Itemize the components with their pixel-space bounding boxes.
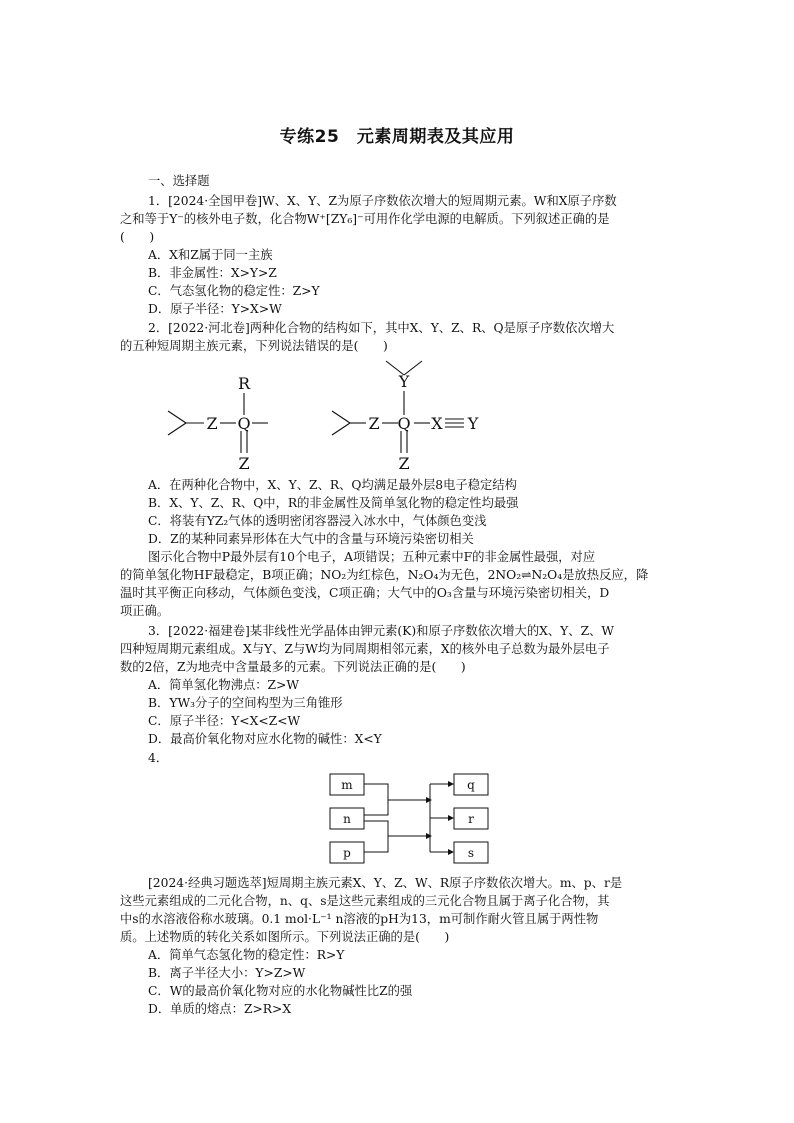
q3-stem-line: 数的2倍，Z为地壳中含量最多的元素。下列说法正确的是( ): [120, 660, 466, 674]
atom-y-label: Y: [398, 372, 410, 391]
q4-stem-line: 中s的水溶液俗称水玻璃。0.1 mol·L⁻¹ n溶液的pH为13，m可制作耐火管且属于两性物: [120, 912, 599, 926]
q4-stem-line: 这些元素组成的二元化合物，n、q、s是这些元素组成的三元化合物且属于离子化合物，其: [120, 894, 610, 908]
atom-x-label: X: [431, 414, 443, 433]
q4-option-d: D．单质的熔点：Z>R>X: [148, 1002, 292, 1016]
atom-y-label: Y: [467, 414, 479, 433]
label-p: p: [343, 846, 351, 860]
label-m: m: [341, 778, 353, 792]
q3-option-b: B．YW₃分子的空间构型为三角锥形: [148, 696, 343, 710]
label-r: r: [468, 812, 474, 826]
atom-z-label: Z: [206, 414, 218, 433]
q2-stem-line: 的五种短周期主族元素，下列说法错误的是( ): [120, 339, 388, 353]
q2-option-b: B．X、Y、Z、R、Q中，R的非金属性及简单氢化物的稳定性均最强: [148, 496, 519, 510]
q1-option-c: C．气态氢化物的稳定性：Z>Y: [148, 284, 320, 298]
atom-r-label: R: [237, 374, 251, 393]
atom-z-label: Z: [398, 454, 410, 473]
q2-option-a: A．在两种化合物中，X、Y、Z、R、Q均满足最外层8电子稳定结构: [148, 478, 517, 492]
page-title: 专练25 元素周期表及其应用: [279, 127, 515, 147]
label-n: n: [343, 812, 351, 826]
q1-stem-line: 1．[2024·全国甲卷]W、X、Y、Z为原子序数依次增大的短周期元素。W和X原子序数: [148, 194, 617, 208]
q1-stem-line: ( ): [120, 230, 155, 244]
q3-stem-line: 3．[2022·福建卷]某非线性光学晶体由钾元素(K)和原子序数依次增大的X、Y、Z、W: [148, 624, 615, 638]
q2-stem-line: 2．[2022·河北卷]两种化合物的结构如下，其中X、Y、Z、R、Q是原子序数依次增大: [148, 321, 615, 335]
q3-option-a: A．简单氢化物沸点：Z>W: [148, 678, 300, 692]
section-heading: 一、选择题: [148, 174, 210, 188]
q3-option-c: C．原子半径：Y<X<Z<W: [148, 714, 301, 728]
q2-analysis-line: 项正确。: [120, 604, 170, 618]
label-s: s: [467, 846, 475, 860]
q1-option-a: A．X和Z属于同一主族: [148, 248, 273, 262]
q1-option-b: B．非金属性：X>Y>Z: [148, 266, 277, 280]
q1-option-d: D．原子半径：Y>X>W: [148, 302, 282, 316]
atom-z-label: Z: [368, 414, 380, 433]
q2-option-d: D．Z的某种同素异形体在大气中的含量与环境污染密切相关: [148, 532, 474, 546]
label-q: q: [467, 778, 475, 792]
q3-option-d: D．最高价氧化物对应水化物的碱性：X<Y: [148, 732, 382, 746]
atom-q-label: Q: [397, 414, 411, 433]
q4-conversion-diagram: [326, 768, 496, 868]
q2-structure-diagram: [160, 355, 500, 473]
q4-stem-line: 质。上述物质的转化关系如图所示。下列说法正确的是( ): [120, 930, 450, 944]
q4-stem-line: [2024·经典习题选萃]短周期主族元素X、Y、Z、W、R原子序数依次增大。m、p、r是: [148, 876, 623, 890]
q4-option-a: A．简单气态氢化物的稳定性：R>Y: [148, 948, 345, 962]
q2-analysis-line: 图示化合物中P最外层有10个电子，A项错误；五种元素中F的非金属性最强，对应: [148, 550, 596, 564]
atom-q-label: Q: [237, 414, 251, 433]
q3-stem-line: 四种短周期元素组成。X与Y、Z与W均为同周期相邻元素，X的核外电子总数为最外层电子: [120, 642, 610, 656]
q4-number: 4．: [148, 751, 169, 765]
q4-option-b: B．离子半径大小：Y>Z>W: [148, 966, 306, 980]
q2-analysis-line: 温时其平衡正向移动，气体颜色变浅，C项正确；大气中的O₃含量与环境污染密切相关，D: [120, 586, 610, 600]
q2-analysis-line: 的简单氢化物HF最稳定，B项正确；NO₂为红棕色，N₂O₄为无色，2NO₂⇌N₂O₄是放热反应，降: [120, 568, 649, 582]
q2-option-c: C．将装有YZ₂气体的透明密闭容器浸入冰水中，气体颜色变浅: [148, 514, 487, 528]
q1-stem-line: 之和等于Y⁻的核外电子数，化合物W⁺[ZY₆]⁻可用作化学电源的电解质。下列叙述正确的是: [120, 212, 610, 226]
q4-option-c: C．W的最高价氧化物对应的水化物碱性比Z的强: [148, 984, 413, 998]
atom-z-label: Z: [238, 454, 250, 473]
